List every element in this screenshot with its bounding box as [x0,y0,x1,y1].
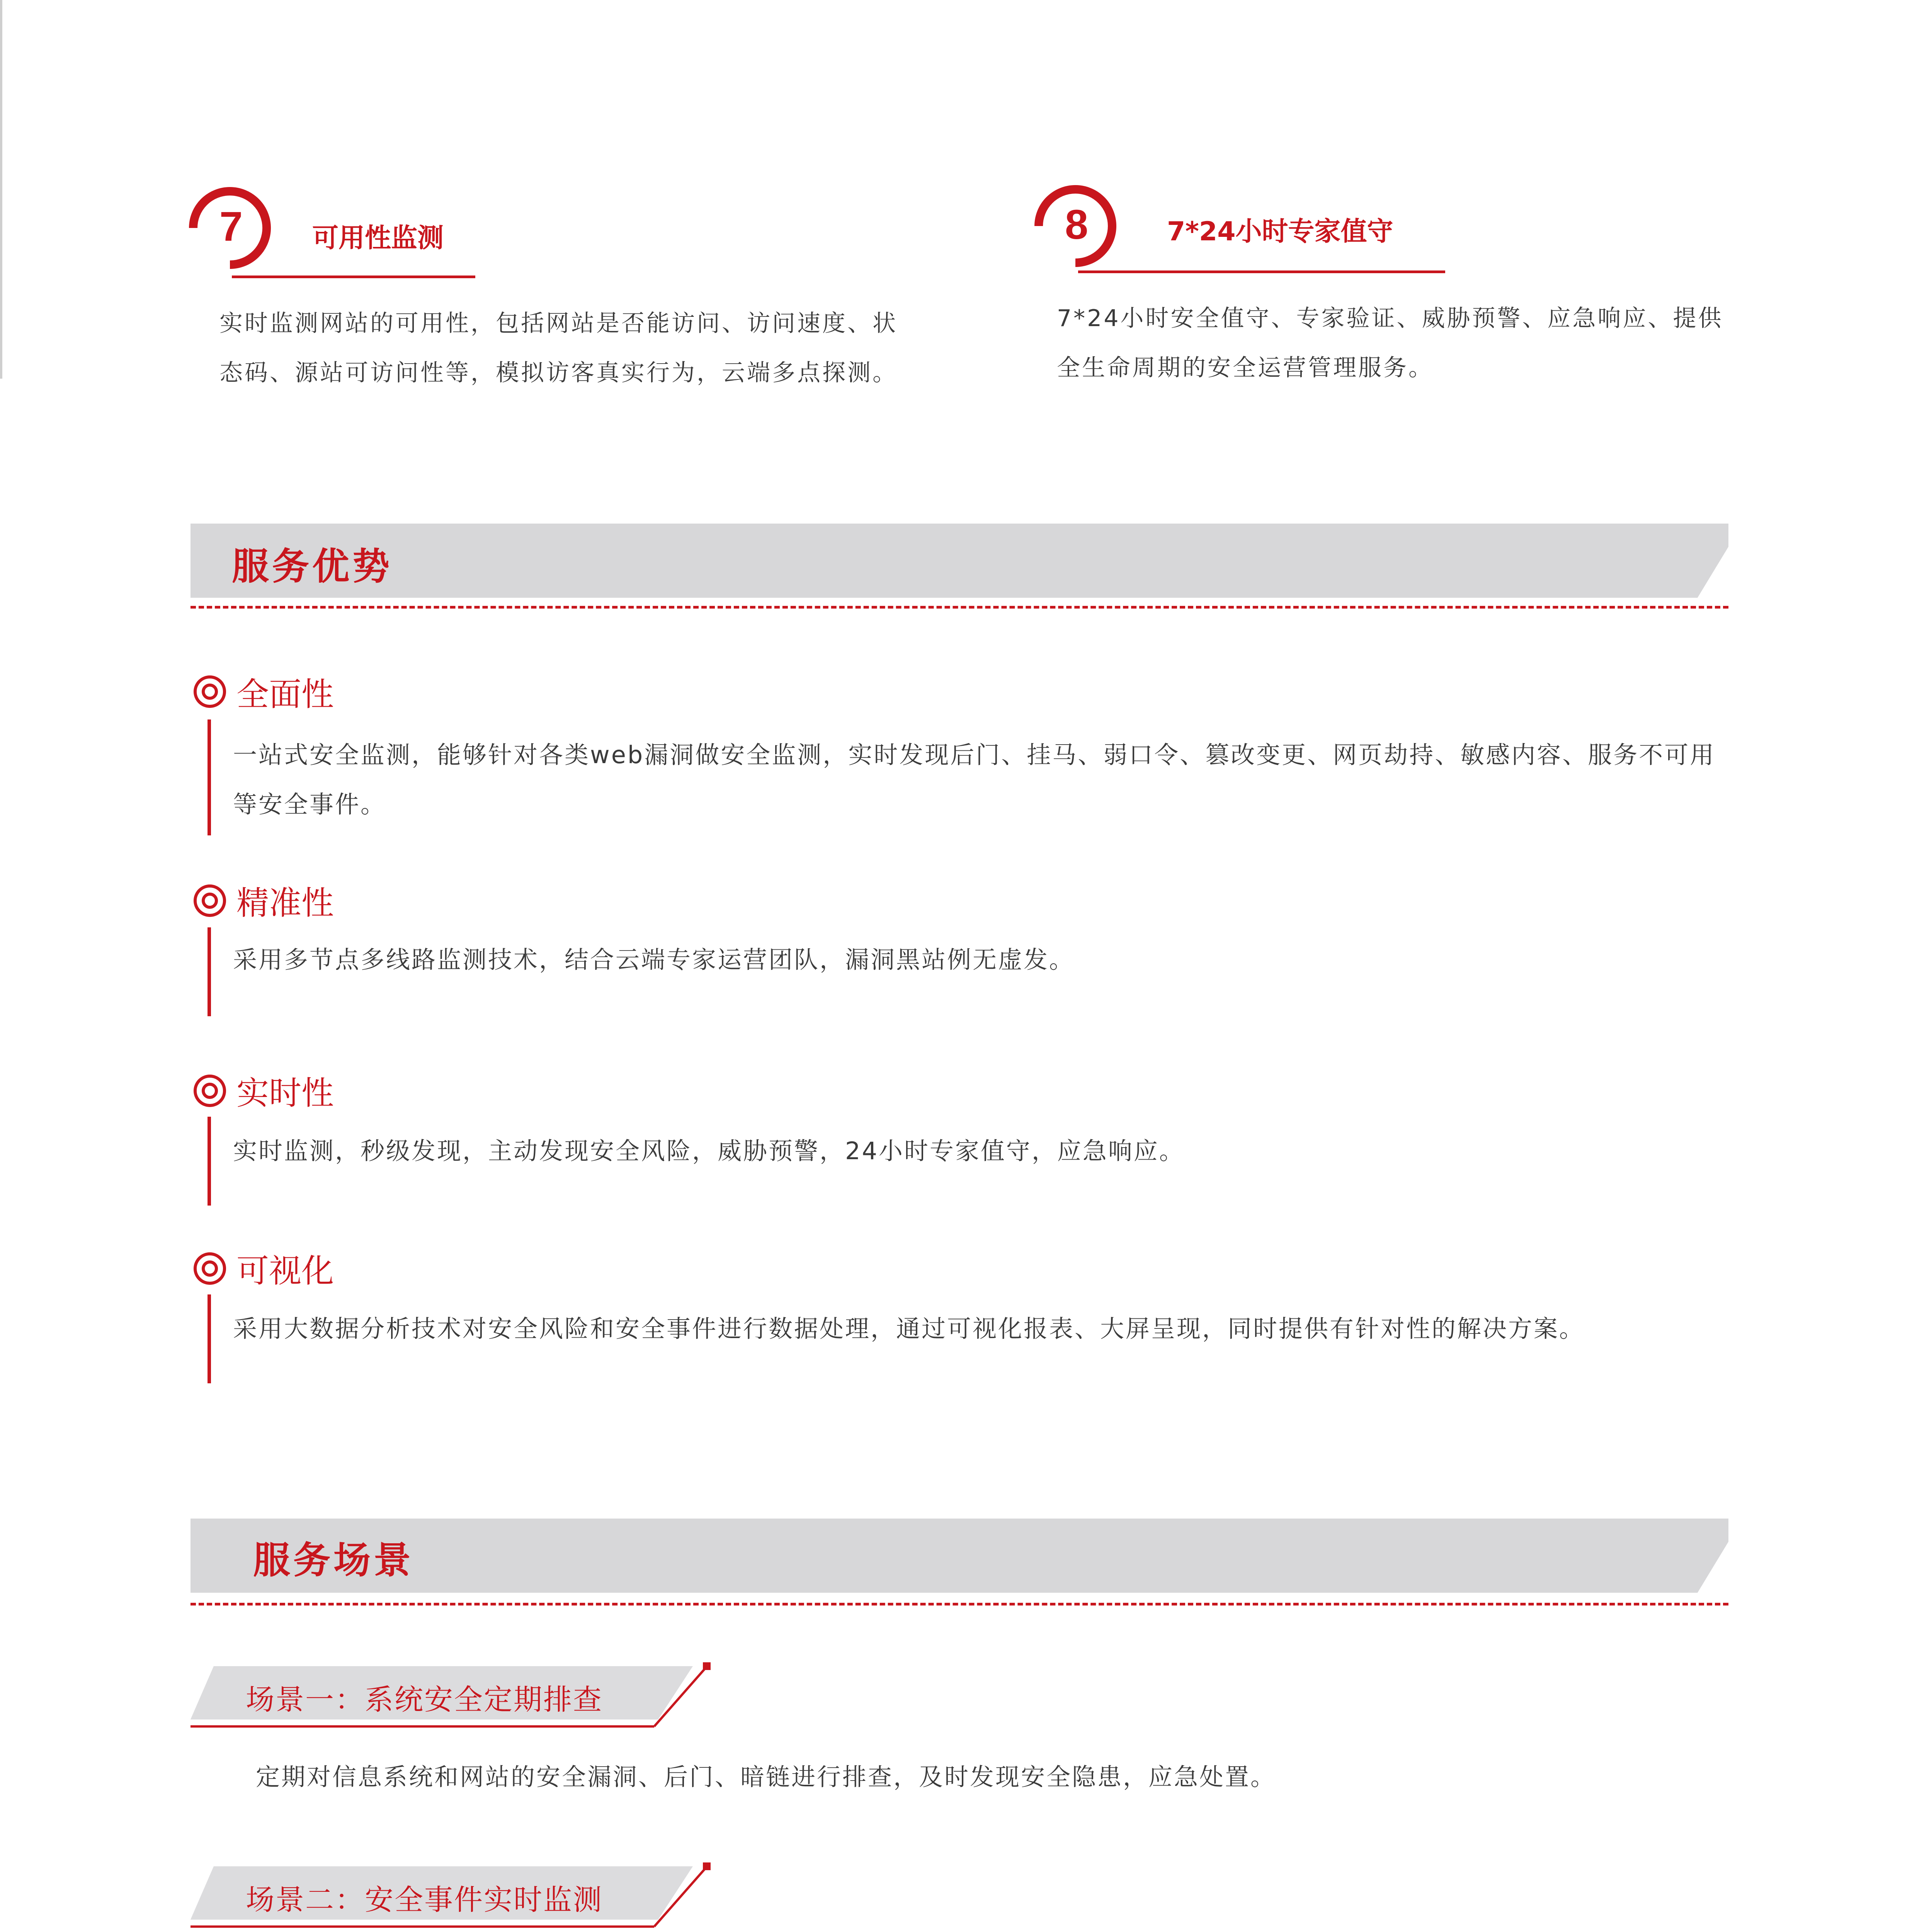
scenario-1-label: 场景一：系统安全定期排查 [246,1683,603,1716]
advantage-4-bar [208,1294,211,1383]
number-badge-7 [185,184,274,272]
advantage-2-body: 采用多节点多线路监测技术，结合云端专家运营团队，漏洞黑站例无虚发。 [233,946,1075,974]
section-banner-scenarios [191,1519,1728,1593]
advantage-4-title: 可视化 [236,1252,334,1290]
target-icon [192,1251,228,1286]
feature-7-underline [232,276,475,278]
number-badge-8 [1031,182,1120,270]
advantage-3-body: 实时监测，秒级发现，主动发现安全风险，威胁预警，24小时专家值守，应急响应。 [233,1137,1185,1165]
target-icon [192,883,228,918]
advantage-1-title: 全面性 [236,675,334,713]
advantage-2-bar [208,927,211,1016]
advantage-1-bar [208,719,211,835]
feature-8-title: 7*24小时专家值守 [1167,216,1393,247]
feature-8-underline [1078,270,1445,273]
scenario-1-body: 定期对信息系统和网站的安全漏洞、后门、暗链进行排查，及时发现安全隐患，应急处置。 [256,1763,1276,1791]
section-divider-scenarios [191,1603,1728,1605]
svg-text:8: 8 [1065,201,1089,248]
section-banner-advantages [191,524,1728,598]
banner-corner-slash [1686,524,1728,598]
advantage-3-bar [208,1117,211,1206]
advantage-2-title: 精准性 [236,884,334,922]
section-title-scenarios: 服务场景 [253,1539,414,1582]
target-icon [192,674,228,709]
feature-8-body: 7*24小时安全值守、专家验证、威胁预警、应急响应、提供全生命周期的安全运营管理服务。 [1057,305,1723,381]
advantage-3-title: 实时性 [236,1074,334,1112]
section-title-advantages: 服务优势 [232,545,393,588]
feature-7-body: 实时监测网站的可用性，包括网站是否能访问、访问速度、状态码、源站可访问性等，模拟访客真实行为，云端多点探测。 [219,310,898,386]
advantage-4-body: 采用大数据分析技术对安全风险和安全事件进行数据处理，通过可视化报表、大屏呈现，同时提供有针对性的解决方案。 [233,1315,1585,1343]
banner-corner-slash [1686,1519,1728,1593]
edge-mark [0,0,2,379]
target-icon [192,1073,228,1109]
svg-text:7: 7 [219,203,243,250]
advantage-1-body: 一站式安全监测，能够针对各类web漏洞做安全监测，实时发现后门、挂马、弱口令、篡改变更、网页劫持、敏感内容、服务不可用等安全事件。 [233,741,1716,818]
section-divider-advantages [191,606,1728,609]
scenario-2-label: 场景二：安全事件实时监测 [246,1883,603,1917]
feature-7-title: 可用性监测 [312,223,444,253]
